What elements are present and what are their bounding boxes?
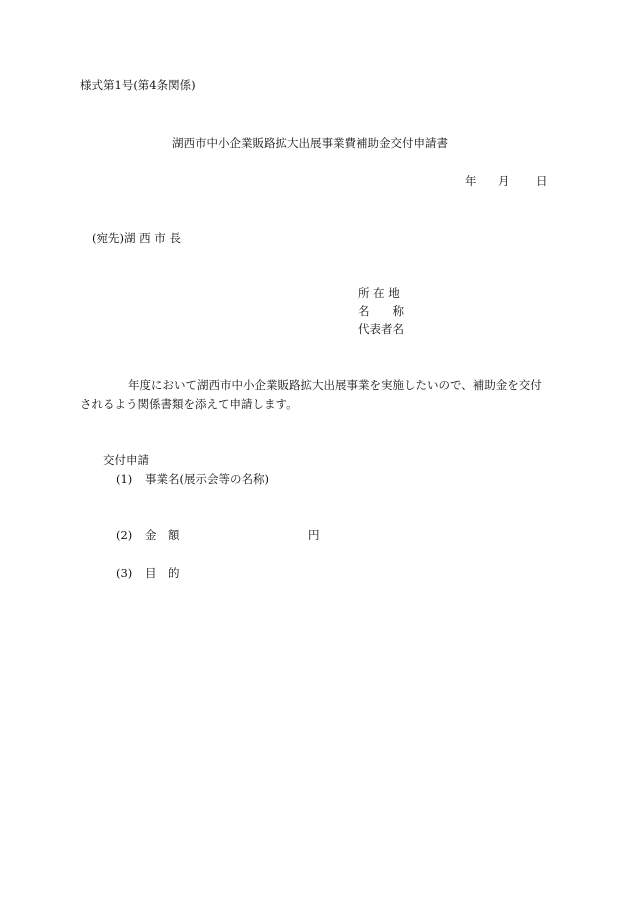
applicant-location-label: 所 在 地 [358,286,400,300]
form-number: 様式第1号(第4条関係) [80,78,196,92]
item-2-number: (2) [116,528,133,542]
applicant-name-label: 名 称 [358,304,404,318]
body-text-line-2: されるよう関係書類を添えて申請します。 [80,397,298,411]
body-text-line-1: 年度において湖西市中小企業販路拡大出展事業を実施したいので、補助金を交付 [128,378,542,392]
section-heading: 交付申請 [103,453,149,467]
item-2-unit: 円 [308,528,320,542]
item-2-label: 金 額 [145,528,180,542]
date-month-label: 月 [498,174,510,188]
date-day-label: 日 [536,174,548,188]
item-3-number: (3) [116,566,133,580]
item-1-number: (1) [116,472,133,486]
applicant-representative-label: 代表者名 [358,322,404,336]
addressee: (宛先)湖 西 市 長 [92,231,181,245]
document-title: 湖西市中小企業販路拡大出展事業費補助金交付申請書 [172,136,448,150]
item-1-label: 事業名(展示会等の名称) [145,472,269,486]
date-year-label: 年 [465,174,477,188]
item-3-label: 目 的 [145,566,180,580]
